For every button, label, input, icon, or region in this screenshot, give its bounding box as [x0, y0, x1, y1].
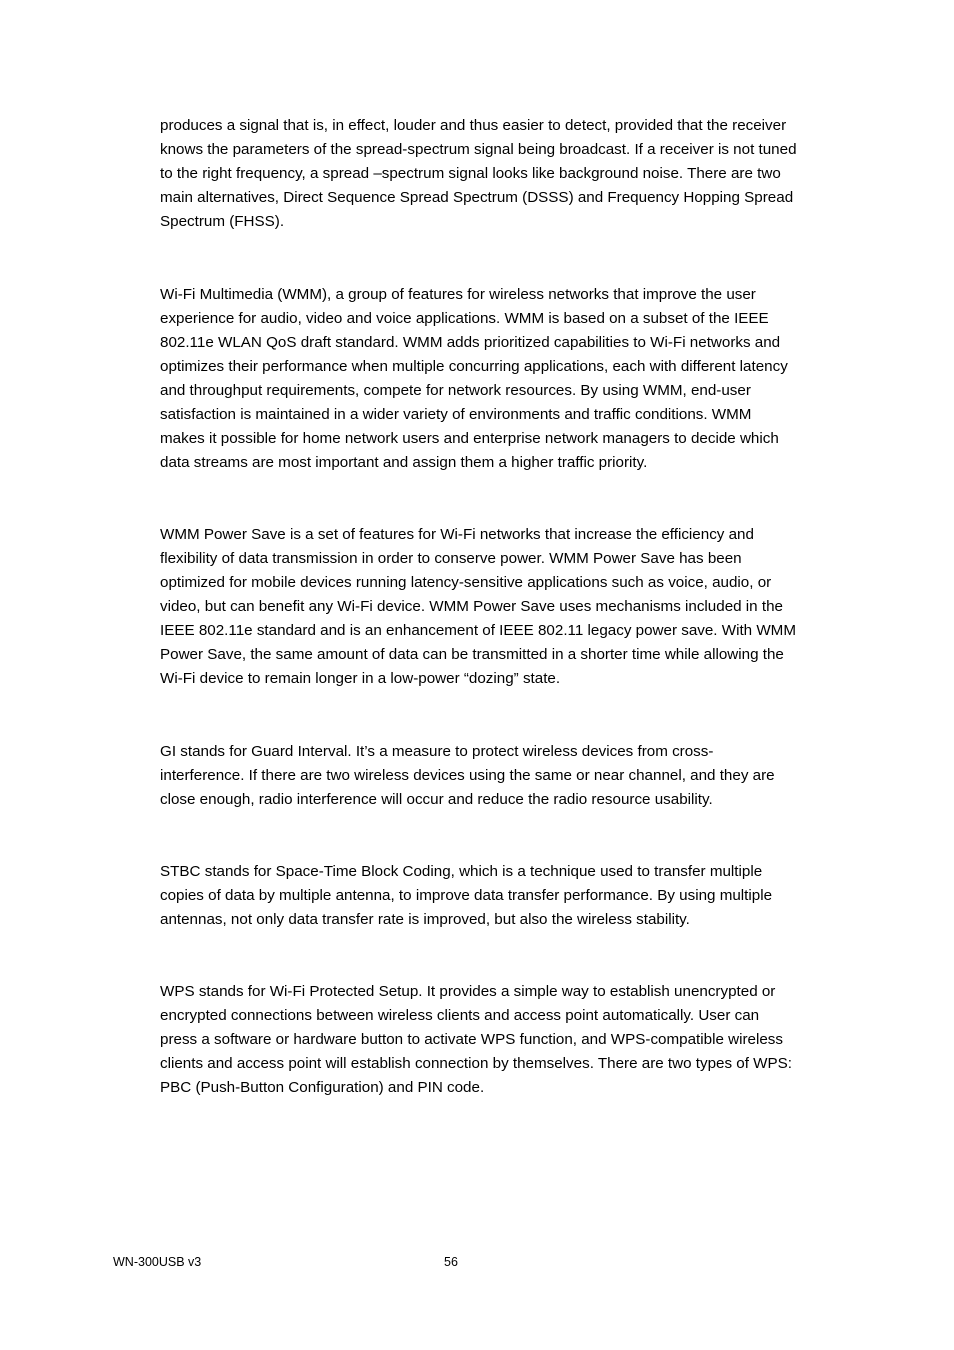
footer-page-number: 56	[444, 1255, 458, 1269]
paragraph-wmm-power-save: WMM Power Save is a set of features for Wi-Fi networks that increase the efficiency and flexibility of data transmission in order to conserve power. WMM Power Save has been optimized for mobile devices running latency-sensitive applications such as voice, audio, or video, but can benefit any Wi-Fi device. WMM Power Save uses mechanisms included in the IEEE 802.11e standard and is an enhancement of IEEE 802.11 legacy power save. With WMM Power Save, the same amount of data can be transmitted in a shorter time while allowing the Wi-Fi device to remain longer in a low-power “dozing” state.	[160, 526, 796, 687]
paragraph-wps: WPS stands for Wi-Fi Protected Setup. It provides a simple way to establish unencrypted or encrypted connections between wireless clients and access point automatically. User can press a software or hardware button to activate WPS function, and WPS-compatible wireless clients and access point will establish connection by themselves. There are two types of WPS: PBC (Push-Button Configuration) and PIN code.	[160, 983, 792, 1096]
paragraph-wmm: Wi-Fi Multimedia (WMM), a group of features for wireless networks that improve the user experience for audio, video and voice applications. WMM is based on a subset of the IEEE 802.11e WLAN QoS draft standard. WMM adds prioritized capabilities to Wi-Fi networks and optimizes their performance when multiple concurring applications, each with different latency and throughput requirements, compete for network resources. By using WMM, end-user satisfaction is maintained in a wider variety of environments and traffic conditions. WMM makes it possible for home network users and enterprise network managers to decide which data streams are most important and assign them a higher traffic priority.	[160, 286, 788, 471]
paragraph-stbc: STBC stands for Space-Time Block Coding, which is a technique used to transfer multiple copies of data by multiple antenna, to improve data transfer performance. By using multiple antennas, not only data transfer rate is improved, but also the wireless stability.	[160, 863, 773, 928]
paragraph-spread-spectrum: produces a signal that is, in effect, louder and thus easier to detect, provided that the receiver knows the parameters of the spread-spectrum signal being broadcast. If a receiver is not tuned to the right frequency, a spread –spectrum signal looks like background noise. There are two main alternatives, Direct Sequence Spread Spectrum (DSSS) and Frequency Hopping Spread Spectrum (FHSS).	[160, 117, 797, 230]
footer-product-name: WN-300USB v3	[113, 1255, 202, 1269]
paragraph-guard-interval: GI stands for Guard Interval. It’s a measure to protect wireless devices from cross- interference. If there are two wireless devices using the same or near channel, and they are close enough, radio interference will occur and reduce the radio resource usability.	[160, 743, 775, 808]
